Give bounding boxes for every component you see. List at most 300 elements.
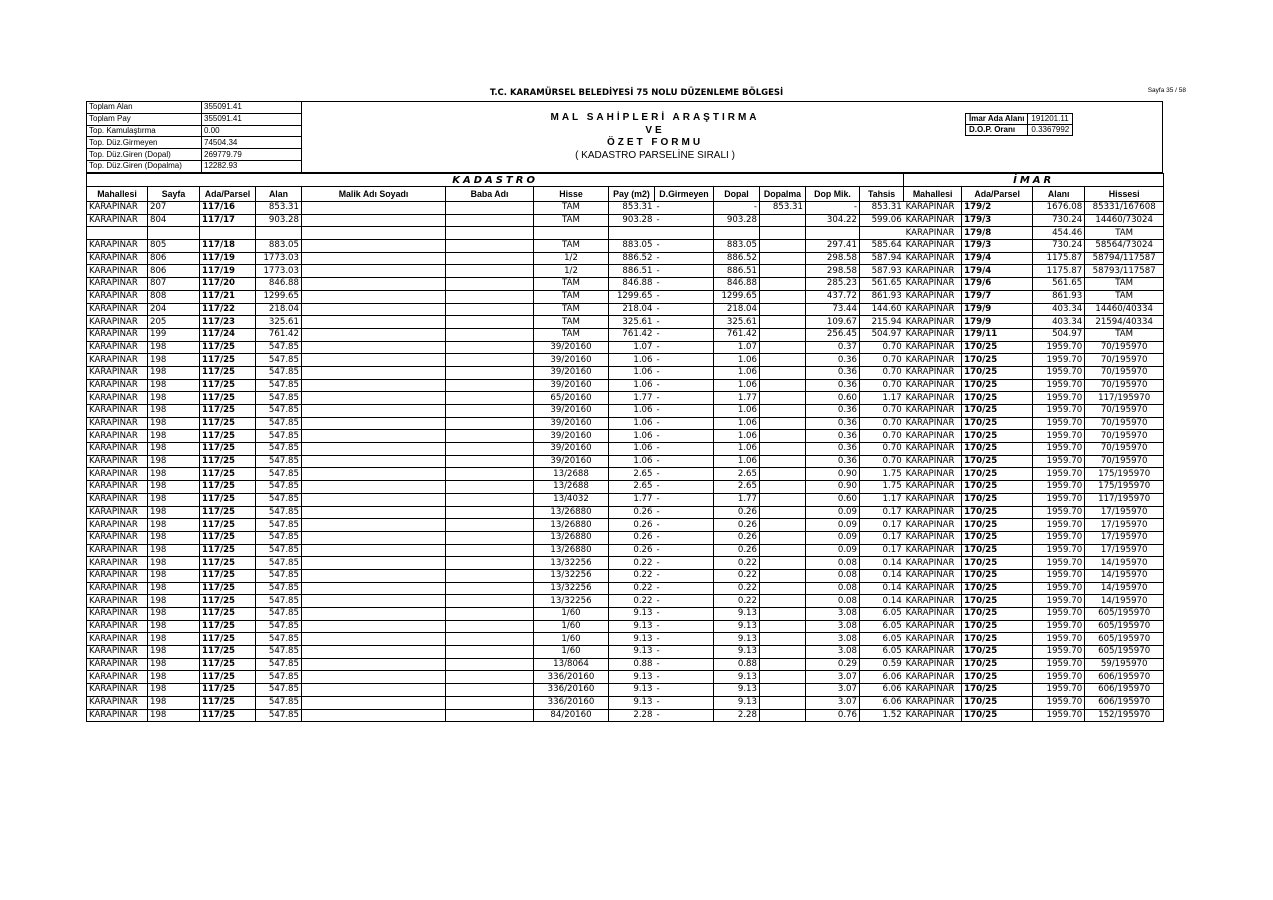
table-cell: 587.93 bbox=[860, 265, 904, 278]
table-cell: 117/25 bbox=[200, 379, 256, 392]
table-cell: 1.06 bbox=[609, 430, 655, 443]
table-cell: 807 bbox=[148, 278, 200, 291]
table-cell: KARAPINAR bbox=[87, 633, 148, 646]
table-cell: 117/25 bbox=[200, 696, 256, 709]
table-cell: 1.07 bbox=[714, 341, 760, 354]
table-cell: 198 bbox=[148, 709, 200, 722]
table-cell: 0.36 bbox=[806, 354, 860, 367]
table-cell: 170/25 bbox=[962, 671, 1033, 684]
summary-row bbox=[87, 113, 302, 125]
table-cell: - bbox=[655, 671, 714, 684]
table-row bbox=[87, 366, 1164, 379]
table-cell: 0.70 bbox=[860, 341, 904, 354]
table-cell: 58564/73024 bbox=[1085, 240, 1164, 253]
table-cell: - bbox=[655, 214, 714, 227]
imar-info-value: 0.3367992 bbox=[1028, 125, 1073, 136]
table-cell: 9.13 bbox=[714, 633, 760, 646]
table-cell: 17/195970 bbox=[1085, 531, 1164, 544]
table-cell: 9.13 bbox=[609, 696, 655, 709]
table-cell bbox=[446, 455, 534, 468]
table-cell: 0.14 bbox=[860, 582, 904, 595]
table-cell: 39/20160 bbox=[534, 366, 609, 379]
table-cell: 17/195970 bbox=[1085, 519, 1164, 532]
table-cell: 117/25 bbox=[200, 493, 256, 506]
table-cell: 170/25 bbox=[962, 468, 1033, 481]
table-row bbox=[87, 506, 1164, 519]
table-cell: 117/19 bbox=[200, 265, 256, 278]
table-cell bbox=[302, 328, 446, 341]
table-cell: - bbox=[655, 328, 714, 341]
table-cell: 853.31 bbox=[256, 202, 302, 215]
table-cell bbox=[609, 227, 655, 240]
table-cell: 1.06 bbox=[714, 417, 760, 430]
table-cell: KARAPINAR bbox=[904, 240, 962, 253]
table-cell bbox=[446, 392, 534, 405]
table-cell bbox=[760, 214, 806, 227]
table-cell: 547.85 bbox=[256, 354, 302, 367]
table-cell: 170/25 bbox=[962, 646, 1033, 659]
table-cell: 0.08 bbox=[806, 582, 860, 595]
table-cell bbox=[714, 227, 760, 240]
table-cell: 2.65 bbox=[714, 468, 760, 481]
table-cell: 861.93 bbox=[1033, 290, 1085, 303]
table-cell: 730.24 bbox=[1033, 214, 1085, 227]
imar-info-label: D.O.P. Oranı bbox=[966, 125, 1028, 136]
table-cell: 198 bbox=[148, 633, 200, 646]
table-cell: 9.13 bbox=[714, 608, 760, 621]
table-cell bbox=[446, 531, 534, 544]
table-cell: 0.09 bbox=[806, 531, 860, 544]
table-cell: 883.05 bbox=[256, 240, 302, 253]
table-cell: KARAPINAR bbox=[87, 430, 148, 443]
imar-info-label: İmar Ada Alanı bbox=[966, 114, 1028, 125]
table-cell bbox=[760, 506, 806, 519]
table-cell: KARAPINAR bbox=[904, 608, 962, 621]
column-header: Ada/Parsel bbox=[962, 187, 1033, 202]
table-cell: TAM bbox=[1085, 278, 1164, 291]
table-cell: 13/2688 bbox=[534, 468, 609, 481]
table-cell bbox=[302, 252, 446, 265]
table-cell: 170/25 bbox=[962, 366, 1033, 379]
table-cell bbox=[655, 227, 714, 240]
table-cell: 1959.70 bbox=[1033, 443, 1085, 456]
table-cell: 198 bbox=[148, 646, 200, 659]
table-cell: 0.09 bbox=[806, 544, 860, 557]
summary-value: 355091.41 bbox=[202, 102, 302, 114]
table-cell: TAM bbox=[534, 328, 609, 341]
table-cell bbox=[302, 265, 446, 278]
table-cell: - bbox=[655, 684, 714, 697]
table-row bbox=[87, 430, 1164, 443]
table-cell: 198 bbox=[148, 455, 200, 468]
table-cell: KARAPINAR bbox=[904, 519, 962, 532]
table-cell: 599.06 bbox=[860, 214, 904, 227]
table-cell bbox=[446, 328, 534, 341]
section-kadastro: KADASTRO bbox=[87, 174, 904, 187]
table-cell: 1.77 bbox=[609, 392, 655, 405]
table-cell: KARAPINAR bbox=[87, 316, 148, 329]
table-cell: 1959.70 bbox=[1033, 595, 1085, 608]
table-cell: KARAPINAR bbox=[87, 646, 148, 659]
table-cell bbox=[87, 227, 148, 240]
table-row bbox=[87, 481, 1164, 494]
table-cell bbox=[446, 202, 534, 215]
table-cell bbox=[760, 544, 806, 557]
table-cell: KARAPINAR bbox=[904, 316, 962, 329]
table-cell: 547.85 bbox=[256, 569, 302, 582]
table-cell bbox=[760, 379, 806, 392]
table-cell: 39/20160 bbox=[534, 443, 609, 456]
table-row bbox=[87, 328, 1164, 341]
table-cell: 198 bbox=[148, 493, 200, 506]
table-cell: 9.13 bbox=[609, 633, 655, 646]
table-cell bbox=[446, 671, 534, 684]
table-cell: 298.58 bbox=[806, 265, 860, 278]
table-cell: 1959.70 bbox=[1033, 430, 1085, 443]
table-cell bbox=[760, 633, 806, 646]
table-cell: 70/195970 bbox=[1085, 417, 1164, 430]
table-cell: 1959.70 bbox=[1033, 341, 1085, 354]
table-cell: - bbox=[655, 455, 714, 468]
table-cell: 117/18 bbox=[200, 240, 256, 253]
table-cell: 198 bbox=[148, 696, 200, 709]
table-cell bbox=[302, 557, 446, 570]
table-cell: 117/17 bbox=[200, 214, 256, 227]
table-cell bbox=[760, 569, 806, 582]
table-cell bbox=[760, 595, 806, 608]
table-cell bbox=[302, 443, 446, 456]
table-cell bbox=[446, 608, 534, 621]
table-cell: - bbox=[655, 519, 714, 532]
table-cell bbox=[446, 633, 534, 646]
table-cell: KARAPINAR bbox=[904, 202, 962, 215]
table-cell bbox=[446, 493, 534, 506]
table-cell: 198 bbox=[148, 658, 200, 671]
table-cell: 1959.70 bbox=[1033, 354, 1085, 367]
table-cell: 3.08 bbox=[806, 620, 860, 633]
table-cell: 1959.70 bbox=[1033, 455, 1085, 468]
table-cell: 170/25 bbox=[962, 608, 1033, 621]
table-cell: 547.85 bbox=[256, 366, 302, 379]
table-cell: KARAPINAR bbox=[87, 684, 148, 697]
table-cell: 205 bbox=[148, 316, 200, 329]
table-cell: 198 bbox=[148, 519, 200, 532]
table-cell bbox=[302, 658, 446, 671]
table-cell: 9.13 bbox=[714, 684, 760, 697]
table-cell bbox=[302, 405, 446, 418]
table-cell: 1959.70 bbox=[1033, 709, 1085, 722]
table-cell: 1959.70 bbox=[1033, 544, 1085, 557]
table-cell: KARAPINAR bbox=[904, 468, 962, 481]
table-cell: 13/8064 bbox=[534, 658, 609, 671]
table-row bbox=[87, 405, 1164, 418]
table-cell: 198 bbox=[148, 392, 200, 405]
table-cell: KARAPINAR bbox=[87, 290, 148, 303]
table-cell: KARAPINAR bbox=[904, 455, 962, 468]
form-title bbox=[300, 112, 1010, 162]
table-cell bbox=[446, 290, 534, 303]
table-cell: 170/25 bbox=[962, 544, 1033, 557]
table-cell: 761.42 bbox=[256, 328, 302, 341]
table-cell: 170/25 bbox=[962, 582, 1033, 595]
table-cell: 3.07 bbox=[806, 684, 860, 697]
table-cell: 59/195970 bbox=[1085, 658, 1164, 671]
table-cell: KARAPINAR bbox=[904, 303, 962, 316]
table-cell bbox=[534, 227, 609, 240]
table-cell: 886.52 bbox=[714, 252, 760, 265]
table-cell: 117/25 bbox=[200, 569, 256, 582]
table-cell: 304.22 bbox=[806, 214, 860, 227]
table-cell: 179/7 bbox=[962, 290, 1033, 303]
table-cell: 117/25 bbox=[200, 392, 256, 405]
table-cell: 70/195970 bbox=[1085, 366, 1164, 379]
table-cell: 179/9 bbox=[962, 316, 1033, 329]
table-cell: KARAPINAR bbox=[904, 709, 962, 722]
table-cell: 117/20 bbox=[200, 278, 256, 291]
table-cell: 198 bbox=[148, 354, 200, 367]
table-row bbox=[87, 278, 1164, 291]
table-cell bbox=[302, 595, 446, 608]
table-cell: KARAPINAR bbox=[904, 227, 962, 240]
table-row bbox=[87, 341, 1164, 354]
column-header: Dop Mik. bbox=[806, 187, 860, 202]
table-cell: 117/25 bbox=[200, 671, 256, 684]
table-cell: 179/8 bbox=[962, 227, 1033, 240]
table-cell: - bbox=[655, 646, 714, 659]
table-cell: - bbox=[655, 443, 714, 456]
table-cell: 336/20160 bbox=[534, 696, 609, 709]
table-cell: 9.13 bbox=[609, 684, 655, 697]
table-cell: - bbox=[655, 202, 714, 215]
table-cell: 117/25 bbox=[200, 646, 256, 659]
table-cell: 17/195970 bbox=[1085, 544, 1164, 557]
table-row bbox=[87, 531, 1164, 544]
column-header: Hissesi bbox=[1085, 187, 1164, 202]
table-cell: 804 bbox=[148, 214, 200, 227]
table-cell: 0.36 bbox=[806, 366, 860, 379]
table-cell: 886.51 bbox=[714, 265, 760, 278]
table-cell: 84/20160 bbox=[534, 709, 609, 722]
table-cell: - bbox=[655, 608, 714, 621]
table-cell bbox=[446, 658, 534, 671]
table-cell: 1959.70 bbox=[1033, 696, 1085, 709]
table-cell: 547.85 bbox=[256, 493, 302, 506]
table-row bbox=[87, 443, 1164, 456]
table-cell bbox=[760, 227, 806, 240]
table-cell: 547.85 bbox=[256, 405, 302, 418]
table-cell: 1.77 bbox=[609, 493, 655, 506]
table-cell: 0.09 bbox=[806, 519, 860, 532]
table-cell: KARAPINAR bbox=[904, 620, 962, 633]
table-cell: - bbox=[655, 595, 714, 608]
table-cell: 587.94 bbox=[860, 252, 904, 265]
table-cell: 117/23 bbox=[200, 316, 256, 329]
table-cell: 606/195970 bbox=[1085, 696, 1164, 709]
table-cell: KARAPINAR bbox=[87, 417, 148, 430]
table-cell: 547.85 bbox=[256, 430, 302, 443]
table-cell: 547.85 bbox=[256, 531, 302, 544]
table-cell: KARAPINAR bbox=[904, 354, 962, 367]
table-cell: 1.06 bbox=[714, 455, 760, 468]
form-title-line3: ÖZET FORMU bbox=[606, 137, 704, 148]
table-cell bbox=[446, 417, 534, 430]
table-cell: 170/25 bbox=[962, 341, 1033, 354]
table-cell bbox=[302, 392, 446, 405]
table-cell: 0.26 bbox=[714, 544, 760, 557]
table-cell: 2.28 bbox=[609, 709, 655, 722]
table-cell: KARAPINAR bbox=[87, 366, 148, 379]
table-cell: 547.85 bbox=[256, 379, 302, 392]
table-cell: - bbox=[655, 493, 714, 506]
table-cell: 1959.70 bbox=[1033, 671, 1085, 684]
table-row bbox=[87, 455, 1164, 468]
table-cell: 9.13 bbox=[609, 620, 655, 633]
table-cell: KARAPINAR bbox=[904, 214, 962, 227]
table-cell: 198 bbox=[148, 405, 200, 418]
table-cell: 207 bbox=[148, 202, 200, 215]
summary-value: 269779.79 bbox=[202, 149, 302, 161]
table-cell: 198 bbox=[148, 684, 200, 697]
table-cell: KARAPINAR bbox=[87, 240, 148, 253]
table-cell: 2.65 bbox=[714, 481, 760, 494]
table-cell: - bbox=[655, 265, 714, 278]
table-cell: KARAPINAR bbox=[904, 430, 962, 443]
table-cell: 198 bbox=[148, 341, 200, 354]
table-cell: 70/195970 bbox=[1085, 430, 1164, 443]
imar-info-table bbox=[965, 113, 1073, 136]
table-cell: KARAPINAR bbox=[904, 531, 962, 544]
table-cell: KARAPINAR bbox=[904, 405, 962, 418]
table-row bbox=[87, 671, 1164, 684]
table-cell: - bbox=[655, 531, 714, 544]
table-cell: 605/195970 bbox=[1085, 620, 1164, 633]
table-cell: KARAPINAR bbox=[904, 341, 962, 354]
table-cell: 1959.70 bbox=[1033, 658, 1085, 671]
table-cell bbox=[446, 557, 534, 570]
table-cell: 9.13 bbox=[714, 696, 760, 709]
table-cell: 1959.70 bbox=[1033, 366, 1085, 379]
table-cell: 70/195970 bbox=[1085, 354, 1164, 367]
table-cell: 547.85 bbox=[256, 608, 302, 621]
table-cell bbox=[302, 493, 446, 506]
table-cell bbox=[302, 455, 446, 468]
table-cell: 1/60 bbox=[534, 620, 609, 633]
table-cell: 547.85 bbox=[256, 684, 302, 697]
table-row bbox=[87, 252, 1164, 265]
table-cell: 9.13 bbox=[609, 671, 655, 684]
table-cell bbox=[760, 303, 806, 316]
table-cell bbox=[446, 646, 534, 659]
summary-label: Top. Düz.Giren (Dopalma) bbox=[87, 160, 202, 172]
table-row bbox=[87, 202, 1164, 215]
table-cell: 6.05 bbox=[860, 633, 904, 646]
table-cell: KARAPINAR bbox=[904, 278, 962, 291]
column-header: Dopalma bbox=[760, 187, 806, 202]
table-cell: 403.34 bbox=[1033, 303, 1085, 316]
table-cell: TAM bbox=[534, 303, 609, 316]
summary-label: Top. Düz.Giren (Dopal) bbox=[87, 149, 202, 161]
table-cell: 886.51 bbox=[609, 265, 655, 278]
table-cell: 170/25 bbox=[962, 493, 1033, 506]
table-cell: KARAPINAR bbox=[904, 658, 962, 671]
table-cell: 1959.70 bbox=[1033, 506, 1085, 519]
table-cell: - bbox=[655, 696, 714, 709]
table-cell: 117/25 bbox=[200, 582, 256, 595]
table-cell bbox=[302, 366, 446, 379]
table-cell: 3.08 bbox=[806, 608, 860, 621]
table-cell: 1.17 bbox=[860, 392, 904, 405]
table-cell bbox=[446, 620, 534, 633]
column-header: Mahallesi bbox=[87, 187, 148, 202]
table-cell: 883.05 bbox=[714, 240, 760, 253]
table-cell: 1959.70 bbox=[1033, 557, 1085, 570]
table-cell bbox=[302, 582, 446, 595]
table-cell: 1.77 bbox=[714, 493, 760, 506]
table-cell: 0.70 bbox=[860, 379, 904, 392]
table-cell: 2.28 bbox=[714, 709, 760, 722]
table-cell: 117/25 bbox=[200, 633, 256, 646]
table-row bbox=[87, 519, 1164, 532]
table-cell: 454.46 bbox=[1033, 227, 1085, 240]
table-row bbox=[87, 582, 1164, 595]
table-cell: 336/20160 bbox=[534, 671, 609, 684]
table-cell: 117/25 bbox=[200, 544, 256, 557]
table-cell: 547.85 bbox=[256, 443, 302, 456]
table-cell: TAM bbox=[534, 214, 609, 227]
table-cell: 1.06 bbox=[609, 354, 655, 367]
table-cell: KARAPINAR bbox=[904, 328, 962, 341]
table-cell: 170/25 bbox=[962, 392, 1033, 405]
table-cell: 170/25 bbox=[962, 709, 1033, 722]
table-cell bbox=[446, 316, 534, 329]
page-number: Sayfa 35 / 58 bbox=[1147, 87, 1186, 94]
table-cell: 14/195970 bbox=[1085, 582, 1164, 595]
table-cell: 14/195970 bbox=[1085, 569, 1164, 582]
table-cell: 117/24 bbox=[200, 328, 256, 341]
table-cell: 70/195970 bbox=[1085, 379, 1164, 392]
summary-value: 0.00 bbox=[202, 125, 302, 137]
table-cell bbox=[760, 265, 806, 278]
table-cell: 547.85 bbox=[256, 506, 302, 519]
table-cell: 117/25 bbox=[200, 443, 256, 456]
table-cell: - bbox=[655, 569, 714, 582]
table-cell: KARAPINAR bbox=[904, 696, 962, 709]
table-cell: - bbox=[655, 582, 714, 595]
table-cell: KARAPINAR bbox=[87, 405, 148, 418]
table-cell bbox=[302, 569, 446, 582]
table-cell bbox=[446, 214, 534, 227]
table-cell: 39/20160 bbox=[534, 405, 609, 418]
table-cell: 1.17 bbox=[860, 493, 904, 506]
table-cell: 117/25 bbox=[200, 405, 256, 418]
table-cell: 0.36 bbox=[806, 443, 860, 456]
column-header: Pay (m2) bbox=[609, 187, 655, 202]
table-cell: 179/6 bbox=[962, 278, 1033, 291]
table-cell: 13/26880 bbox=[534, 544, 609, 557]
table-cell: - bbox=[655, 468, 714, 481]
table-cell bbox=[760, 531, 806, 544]
table-cell: 39/20160 bbox=[534, 455, 609, 468]
table-cell: 1959.70 bbox=[1033, 531, 1085, 544]
table-cell: 175/195970 bbox=[1085, 481, 1164, 494]
table-cell: 2.65 bbox=[609, 468, 655, 481]
table-cell: 204 bbox=[148, 303, 200, 316]
table-cell: 117/195970 bbox=[1085, 493, 1164, 506]
table-cell: 1.75 bbox=[860, 468, 904, 481]
table-cell bbox=[760, 493, 806, 506]
table-row bbox=[87, 227, 1164, 240]
table-cell: 256.45 bbox=[806, 328, 860, 341]
